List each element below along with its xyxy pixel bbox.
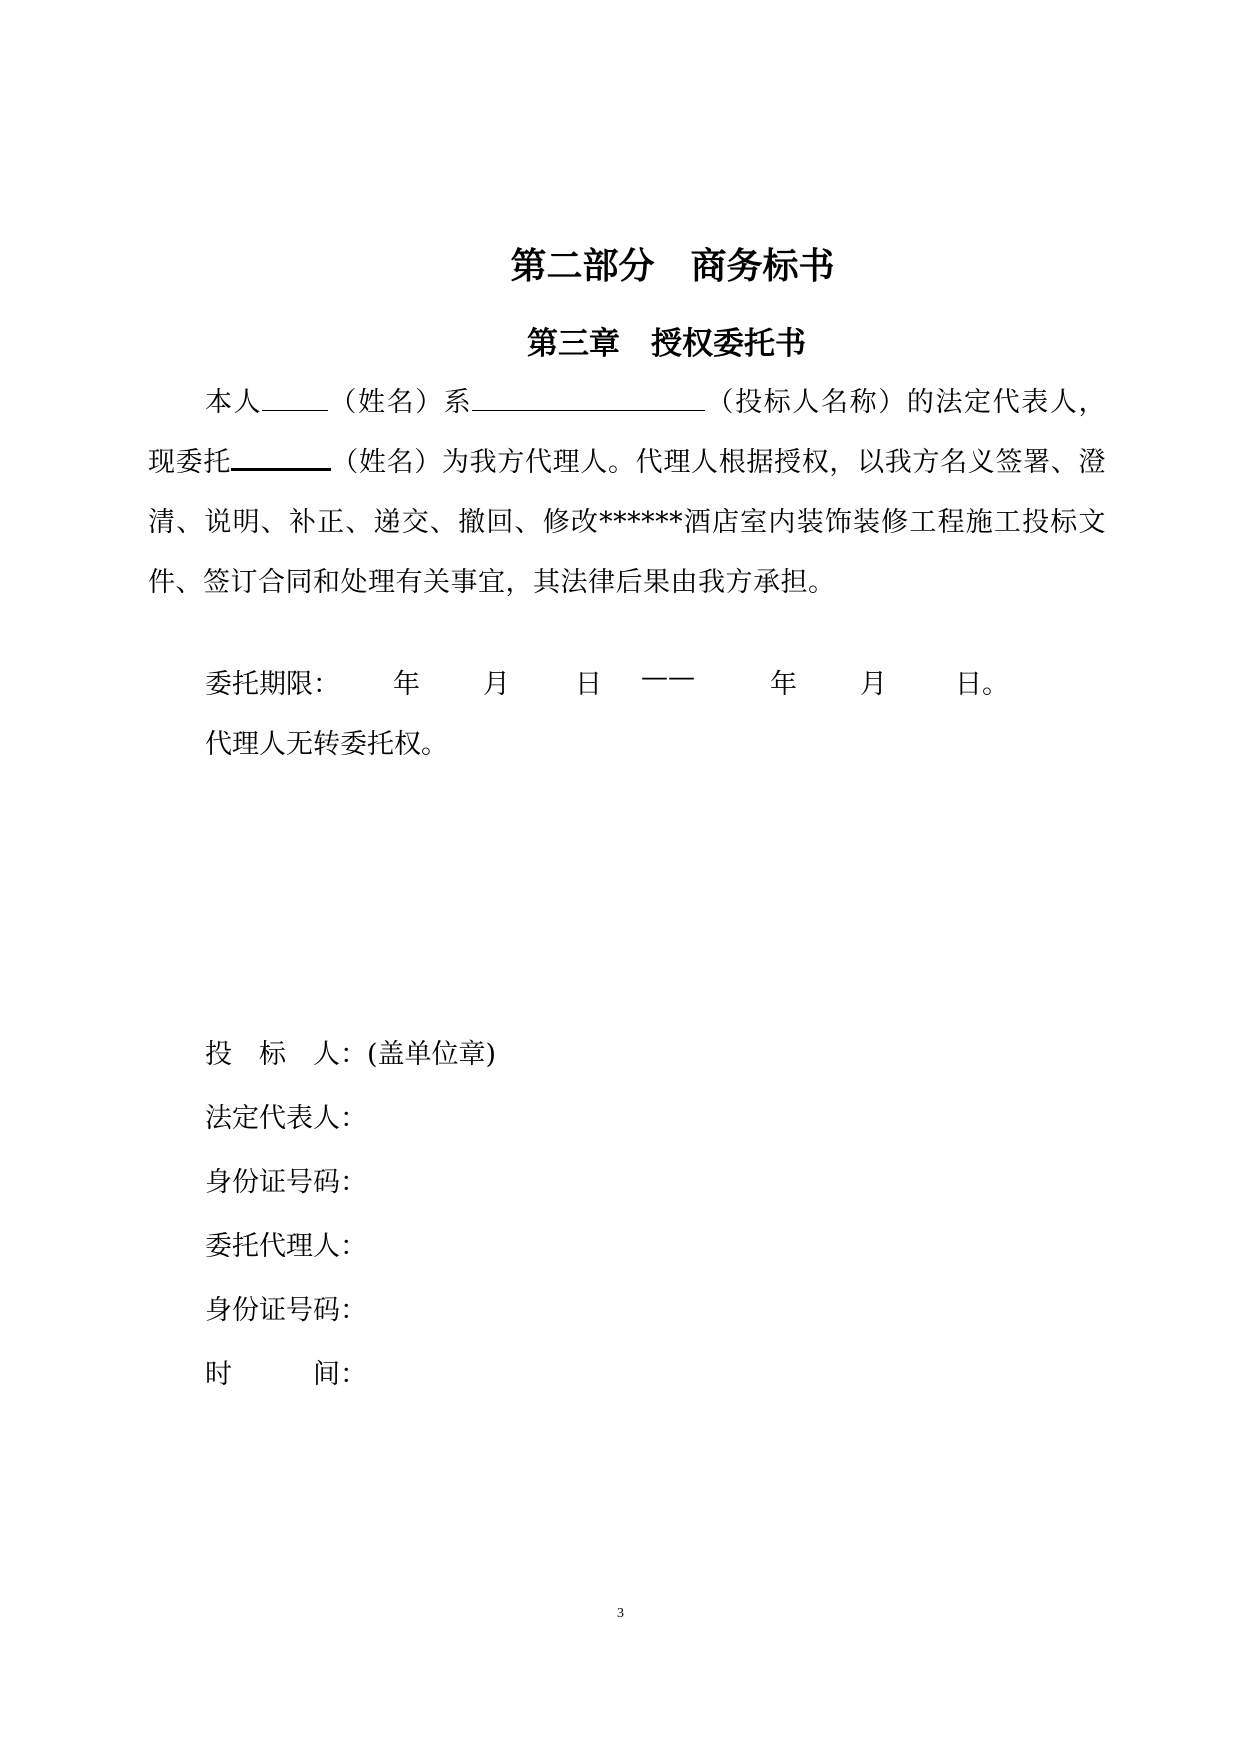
text-segment: （姓名）为我方代理人。代理人根据授权，以我方名义签署、澄清、说明、补正、递交、撤回、修改******酒店室内装饰装修工程施工投标文件、签订合同和处理有关事宜，其法律后果由我方承担。 — [148, 447, 1107, 598]
bidder-name-blank — [472, 382, 705, 411]
id-number-field-1: 身份证号码： — [205, 1167, 367, 1198]
id-number-field-2: 身份证号码： — [205, 1295, 367, 1326]
period-year-1: 年 — [393, 669, 420, 700]
bidder-field: 投 标 人：(盖单位章) — [205, 1039, 497, 1070]
agent-name-blank — [231, 440, 331, 471]
page-number: 3 — [617, 1606, 624, 1621]
authorization-text — [148, 373, 1106, 613]
legal-rep-field: 法定代表人： — [205, 1103, 367, 1134]
text-segment: （投标人名称）的法定代表人，现委托 — [148, 387, 1107, 478]
chapter-title: 第三章 授权委托书 — [527, 326, 806, 362]
name-blank — [262, 382, 328, 411]
part-title: 第二部分 商务标书 — [510, 245, 835, 287]
agent-field: 委托代理人： — [205, 1231, 367, 1262]
period-month-1: 月 — [483, 669, 510, 700]
authorization-paragraph — [148, 373, 1106, 613]
authorization-period — [205, 662, 1105, 702]
text-segment: （姓名）系 — [328, 387, 473, 418]
period-month-2: 月 — [860, 669, 887, 700]
period-day-1: 日 — [575, 669, 602, 700]
time-field: 时 间： — [205, 1359, 367, 1390]
period-day-2: 日。 — [955, 669, 1009, 700]
period-dash: —— — [641, 662, 695, 693]
no-transfer-statement: 代理人无转委托权。 — [205, 729, 448, 760]
period-label: 委托期限： — [205, 669, 340, 700]
period-year-2: 年 — [770, 669, 797, 700]
text-segment: 本人 — [205, 387, 263, 418]
